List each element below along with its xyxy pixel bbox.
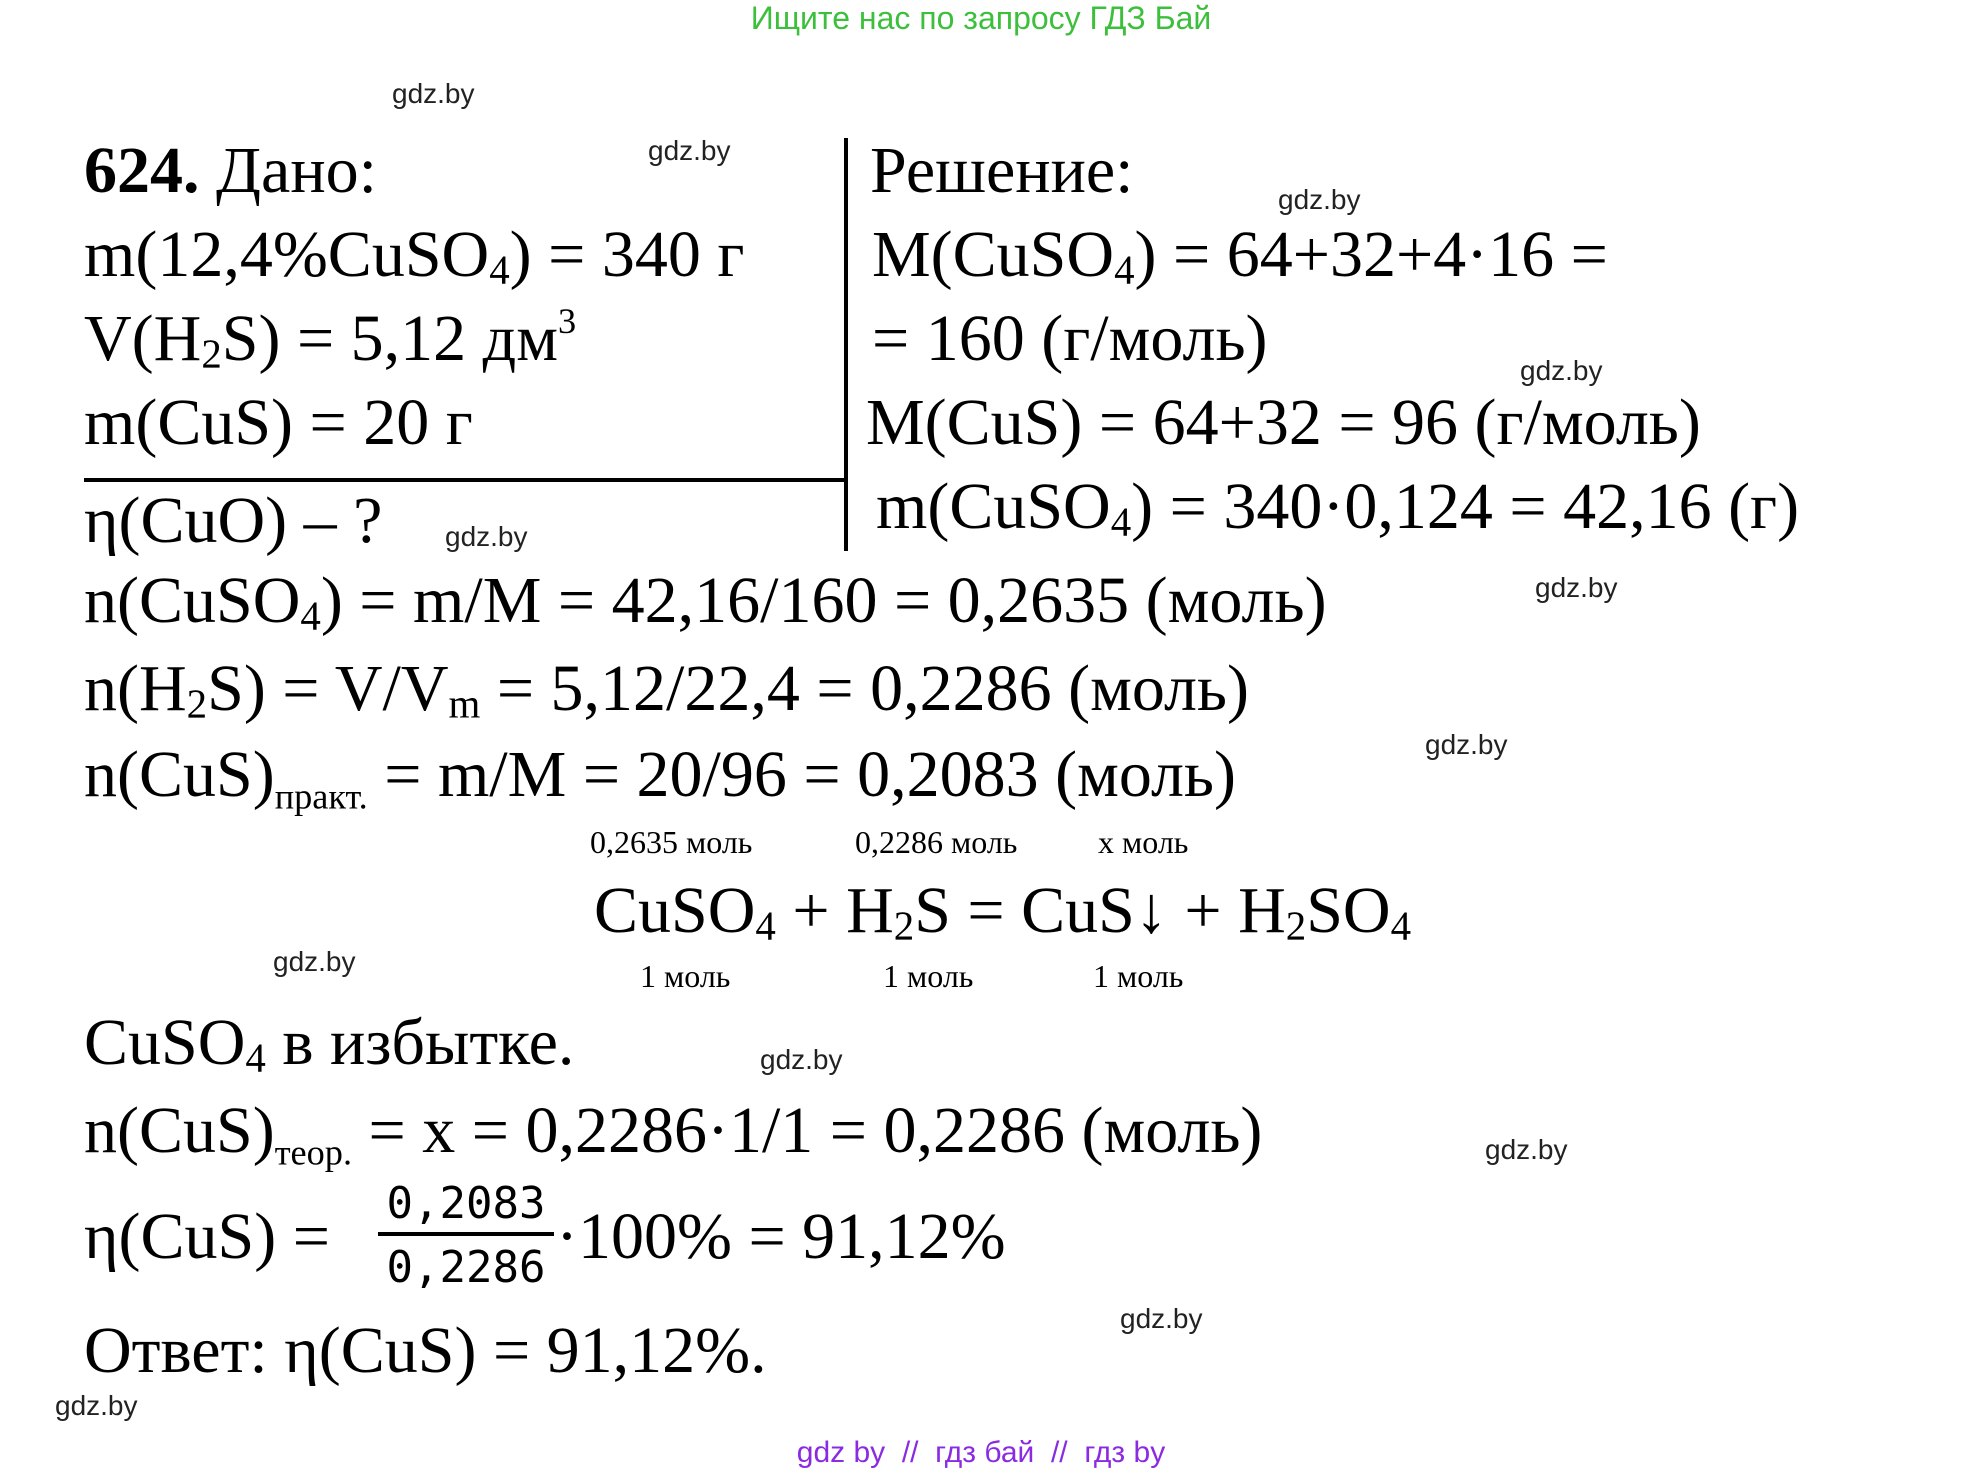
watermark: gdz.by [1535, 572, 1618, 603]
watermark: gdz.by [648, 135, 731, 166]
yield-rhs: ·100% = 91,12% [556, 1200, 1006, 1273]
solution-molar-mass-cuso4: M(CuSO$_4$) = 64+32+4·16 = [872, 218, 1608, 293]
problem-number: 624. [84, 134, 200, 207]
solution-molar-mass-cus: M(CuS) = 64+32 = 96 (г/моль) [866, 386, 1701, 459]
calc-n-cuso4: n(CuSO$_4$) = m/M = 42,16/160 = 0,2635 (моль) [84, 564, 1327, 639]
reaction-above-label: x моль [1098, 824, 1189, 860]
calc-n-cus-theoretical: n(CuS)теор. = x = 0,2286·1/1 = 0,2286 (моль) [84, 1094, 1263, 1173]
watermark: gdz.by [445, 521, 528, 552]
given-divider [84, 478, 846, 482]
watermark: gdz.by [392, 78, 475, 109]
reaction-equation: CuSO$_4$ + $H_2S$ = CuS↓ + $H_2SO_4$ [594, 874, 1412, 949]
watermark: gdz.by [1485, 1134, 1568, 1165]
reaction-below-label: 1 моль [1093, 958, 1184, 994]
given-line-mass-solution: m(12,4%CuSO$_4$) = 340 г [84, 218, 745, 293]
solution-mass-cuso4: m(CuSO$_4$) = 340·0,124 = 42,16 (г) [876, 470, 1800, 545]
find-line: η(CuO) – ? [84, 484, 383, 557]
watermark: gdz.by [1520, 355, 1603, 386]
yield-denominator: 0,2286 [386, 1242, 546, 1293]
watermark: gdz.by [760, 1044, 843, 1075]
search-hint: Ищите нас по запросу ГДЗ Бай [750, 0, 1212, 36]
given-solution-separator [844, 138, 848, 551]
footer-links[interactable]: gdz by // гдз бай // гдз by [796, 1436, 1166, 1469]
watermark: gdz.by [1278, 184, 1361, 215]
reaction-above-label: 0,2635 моль [590, 824, 753, 860]
watermark: gdz.by [55, 1390, 138, 1421]
reaction-below-label: 1 моль [883, 958, 974, 994]
calc-n-cus-practical: n(CuS)практ. = m/M = 20/96 = 0,2083 (моль) [84, 738, 1236, 817]
reaction-above-label: 0,2286 моль [855, 824, 1018, 860]
watermark: gdz.by [1120, 1303, 1203, 1334]
solution-heading: Решение: [870, 134, 1134, 207]
calc-n-h2s: $n(H_2S) = V/V_m = 5,12/22,4 = 0,2286$ (моль) [84, 652, 1249, 727]
answer: Ответ: η(CuS) = 91,12%. [84, 1314, 767, 1387]
given-heading [84, 134, 377, 207]
given-label: Дано: [216, 134, 377, 207]
given-line-volume-h2s: $V(H_2S) = 5,12$ $дм^3$ [84, 300, 577, 377]
yield-fraction [378, 1178, 554, 1293]
reaction-below-label: 1 моль [640, 958, 731, 994]
given-line-mass-cus: m(CuS) = 20 г [84, 386, 473, 459]
solution-molar-mass-cuso4-result: = 160 (г/моль) [872, 302, 1268, 375]
yield-numerator: 0,2083 [378, 1178, 554, 1236]
watermark: gdz.by [273, 946, 356, 977]
watermark: gdz.by [1425, 729, 1508, 760]
excess-statement: CuSO$_4$ в избытке. [84, 1006, 575, 1081]
yield-lhs: η(CuS) = [84, 1200, 330, 1273]
